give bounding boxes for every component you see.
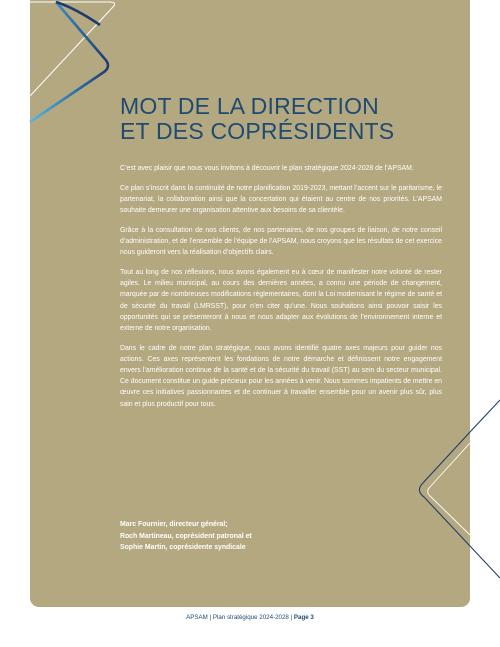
paragraph-agility: Tout au long de nos réflexions, nous avons également eu à cœur de manifester notre volonté de rester agiles. Le milieu municipal, au cours des dernières années, a connu une période de changement, marquée par de nombreuses modifications réglementaires, dont la Loi modernisant le régime de santé et de sécurité du travail (LMRSST), pour n’en citer qu’une. Nous souhaitons ainsi pouvoir saisir les opportunités qui se présenteront à nous et nous adapter aux évolutions de l’environnement interne et externe de notre organisation.	[120, 268, 442, 332]
title-line-1: MOT DE LA DIRECTION	[120, 93, 379, 119]
title-line-2: ET DES COPRÉSIDENTS	[120, 118, 395, 144]
page-footer	[0, 614, 500, 621]
signature-line-1: Marc Fournier, directeur général;	[120, 521, 228, 528]
footer-org: APSAM	[186, 614, 208, 621]
signature-line-2: Roch Martineau, coprésident patronal et	[120, 532, 252, 540]
footer-page-number: Page 3	[293, 614, 314, 621]
footer-separator-2: |	[288, 614, 294, 621]
paragraph-axes: Dans le cadre de notre plan stratégique, nous avons identifié quatre axes majeurs pour guider nos actions. Ces axes représentent les fondations de notre démarche et définissent notre engagement envers l’amélioration continue de la santé et de la sécurité du travail (SST) au sein du secteur municipal. Ce document constitue un guide précieux pour les années à venir. Nous sommes impatients de mettre en œuvre ces initiatives passionnantes et de continuer à travailler ensemble pour un avenir plus sûr, plus sain et plus productif pour tous.	[120, 344, 442, 408]
paragraph-intro: C’est avec plaisir que nous vous invitons à découvrir le plan stratégique 2024-2028 de l’APSAM.	[120, 165, 414, 172]
page-title	[120, 94, 394, 144]
signature-block	[120, 519, 252, 554]
paragraph-continuity: Ce plan s’inscrit dans la continuité de notre planification 2019-2023, mettant l’accent sur le paritarisme, le partenariat, la collaboration ainsi que la concertation qui étaient au centre de nos priorités. L’APSAM souhaite demeurer une organisation attentive aux besoins de sa clientèle.	[120, 184, 442, 215]
paragraph-consultation: Grâce à la consultation de nos clients, de nos partenaires, de nos groupes de liaison, de notre conseil d’administration, et de l’ensemble de l’équipe de l’APSAM, nous croyons que les résultats de cet exercice nous guideront vers la réalisation d’objectifs clairs.	[120, 226, 442, 257]
footer-document-title: Plan stratégique 2024-2028	[212, 614, 289, 621]
footer-separator-1: |	[207, 614, 213, 621]
signature-line-3: Sophie Martin, coprésidente syndicale	[120, 544, 246, 551]
body-text	[120, 163, 442, 418]
